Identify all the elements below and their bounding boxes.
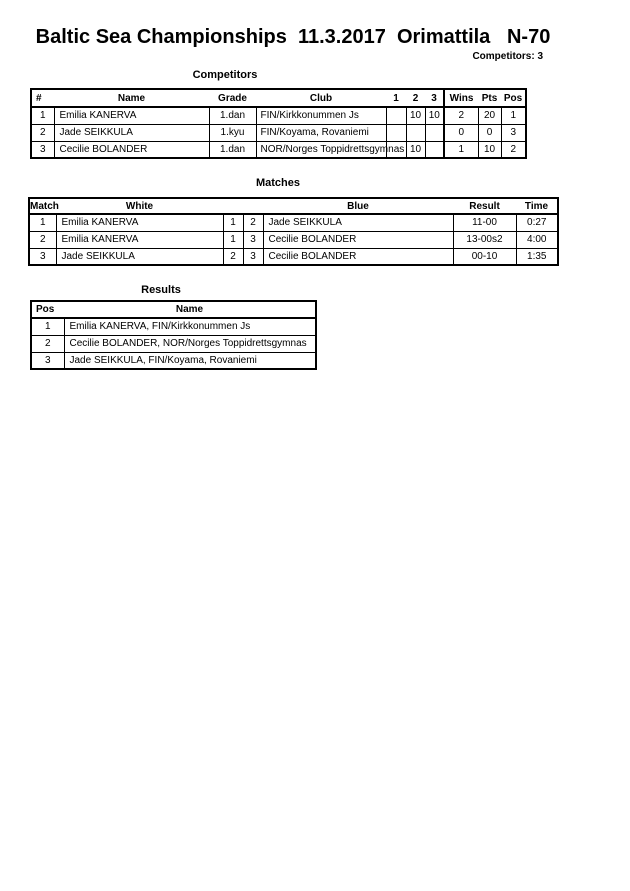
match-time: 1:35	[516, 248, 558, 265]
match-time: 0:27	[516, 214, 558, 231]
score-vs-3: 10	[425, 107, 444, 124]
result-pos: 3	[31, 352, 64, 369]
column-header-grade: Grade	[209, 89, 256, 107]
competitor-pos: 1	[501, 107, 526, 124]
competitor-number: 3	[31, 141, 54, 158]
score-vs-1	[386, 124, 406, 141]
competitor-pts: 20	[478, 107, 501, 124]
column-header-white: White	[56, 198, 223, 214]
white-player-name: Jade SEIKKULA	[56, 248, 223, 265]
results-section-title: Results	[141, 284, 181, 296]
column-header-blue-number	[243, 198, 263, 214]
column-header-name: Name	[64, 301, 316, 318]
column-header-opp2: 2	[406, 89, 425, 107]
match-number: 3	[29, 248, 56, 265]
competitor-name: Jade SEIKKULA	[54, 124, 209, 141]
result-name: Jade SEIKKULA, FIN/Koyama, Rovaniemi	[64, 352, 316, 369]
match-result: 00-10	[453, 248, 516, 265]
matches-section-title: Matches	[255, 177, 301, 189]
match-row	[29, 248, 558, 265]
white-player-name: Emilia KANERVA	[56, 231, 223, 248]
competitor-club: NOR/Norges Toppidrettsgymnas	[256, 141, 386, 158]
column-header-result: Result	[453, 198, 516, 214]
competitors-header-row	[31, 89, 526, 107]
match-row	[29, 214, 558, 231]
competitor-pts: 0	[478, 124, 501, 141]
results-header-row	[31, 301, 316, 318]
blue-player-number: 3	[243, 248, 263, 265]
match-time: 4:00	[516, 231, 558, 248]
match-result: 13-00s2	[453, 231, 516, 248]
competitor-club: FIN/Koyama, Rovaniemi	[256, 124, 386, 141]
column-header-pos: Pos	[31, 301, 64, 318]
result-name: Emilia KANERVA, FIN/Kirkkonummen Js	[64, 318, 316, 335]
result-pos: 1	[31, 318, 64, 335]
column-header-club: Club	[256, 89, 386, 107]
column-header-wins: Wins	[444, 89, 478, 107]
column-header-number: #	[31, 89, 54, 107]
result-pos: 2	[31, 335, 64, 352]
competitor-wins: 0	[444, 124, 478, 141]
match-row	[29, 231, 558, 248]
column-header-opp3: 3	[425, 89, 444, 107]
column-header-white-number	[223, 198, 243, 214]
white-player-number: 1	[223, 214, 243, 231]
competitor-name: Emilia KANERVA	[54, 107, 209, 124]
competitor-row	[31, 141, 526, 158]
results-table	[30, 300, 317, 370]
column-header-opp1: 1	[386, 89, 406, 107]
result-row	[31, 335, 316, 352]
competitor-row	[31, 124, 526, 141]
score-vs-2: 10	[406, 141, 425, 158]
match-number: 2	[29, 231, 56, 248]
score-vs-2	[406, 124, 425, 141]
column-header-blue: Blue	[263, 198, 453, 214]
competitor-grade: 1.kyu	[209, 124, 256, 141]
page-title: Baltic Sea Championships 11.3.2017 Orimattila N-70	[35, 26, 551, 48]
white-player-number: 2	[223, 248, 243, 265]
blue-player-name: Cecilie BOLANDER	[263, 231, 453, 248]
blue-player-number: 3	[243, 231, 263, 248]
matches-header-row	[29, 198, 558, 214]
competitors-count-label: Competitors: 3	[472, 51, 543, 62]
result-row	[31, 318, 316, 335]
competitor-grade: 1.dan	[209, 107, 256, 124]
competitor-club: FIN/Kirkkonummen Js	[256, 107, 386, 124]
score-vs-1	[386, 107, 406, 124]
result-name: Cecilie BOLANDER, NOR/Norges Toppidrettsgymnas	[64, 335, 316, 352]
competitor-wins: 1	[444, 141, 478, 158]
competitor-grade: 1.dan	[209, 141, 256, 158]
blue-player-name: Jade SEIKKULA	[263, 214, 453, 231]
result-row	[31, 352, 316, 369]
score-vs-3	[425, 124, 444, 141]
matches-table	[28, 197, 559, 266]
match-result: 11-00	[453, 214, 516, 231]
competitor-pos: 2	[501, 141, 526, 158]
blue-player-number: 2	[243, 214, 263, 231]
score-vs-2: 10	[406, 107, 425, 124]
competitor-pts: 10	[478, 141, 501, 158]
competitor-pos: 3	[501, 124, 526, 141]
column-header-match: Match	[29, 198, 56, 214]
white-player-number: 1	[223, 231, 243, 248]
competitor-number: 1	[31, 107, 54, 124]
column-header-time: Time	[516, 198, 558, 214]
column-header-name: Name	[54, 89, 209, 107]
score-vs-3	[425, 141, 444, 158]
competitor-name: Cecilie BOLANDER	[54, 141, 209, 158]
white-player-name: Emilia KANERVA	[56, 214, 223, 231]
competitor-number: 2	[31, 124, 54, 141]
competitors-section-title: Competitors	[192, 69, 258, 81]
match-number: 1	[29, 214, 56, 231]
competitors-table	[30, 88, 527, 159]
column-header-pts: Pts	[478, 89, 501, 107]
column-header-pos: Pos	[501, 89, 526, 107]
blue-player-name: Cecilie BOLANDER	[263, 248, 453, 265]
competitor-row	[31, 107, 526, 124]
competitor-wins: 2	[444, 107, 478, 124]
